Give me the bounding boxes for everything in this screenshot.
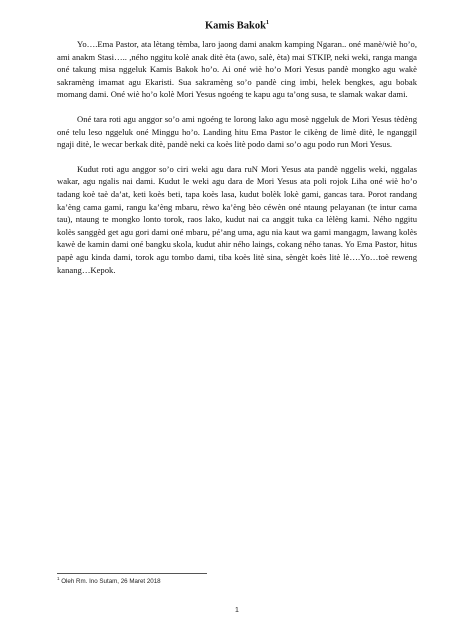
document-title: Kamis Bakok (205, 20, 266, 32)
footnote (57, 576, 161, 585)
paragraph-3: Kudut roti agu anggor so’o ciri weki agu dara ruN Mori Yesus ata pandè nggelis weki, nggalas wakar, agu ngalis nai dami. Kudut le weki agu dara de Mori Yesus ata poli rojok Liha oné wiè ho’o tadang koè taè da’at, keti koès beti, tapa koès lasa, kudut bolèk lokè gami, gancas tara. Porot randang ka’èng cama gami, rangu ka’èng mbaru, rèwo ka’èng bèo céwèn oné ntaung pelayanan (te intur cama tau), ntaung te mongko lonto torok, raos lako, kudut nai ca anggit tuka ca lèlèng kami. Ného nggitu kolès sanggèd get agu gori dami oné mbaru, pé’ang uma, agu nia kaut wa gami mangagm, lawang kolès kawè de kamin dami oné bangku skola, kudut ahir ného laings, cokang ného tanas. Yo Ema Pastor, hitus papè agu kinda dami, torok agu tombo dami, tiba koès litè sina, sèngèt koès litè lè….Yo…toè reweng kanang…Kepok. (57, 163, 417, 275)
footnote-mark: 1 (57, 576, 60, 581)
footnote-divider (57, 573, 207, 574)
page-number: 1 (235, 607, 239, 614)
document-title-block (0, 20, 474, 32)
paragraph-2: Oné tara roti agu anggor so’o ami ngoéng te lorong lako agu mosè nggeluk de Mori Yesus tèdèng oné telu leso nggeluk oné Minggu ho’o. Landing hitu Ema Pastor le cikèng de limè ditè, le nganggil ngaji ditè, le wecar berkak ditè, pandè neki ca koès litè podo dami so’o agu podo run Mori Yesus. (57, 113, 417, 150)
paragraph-1: Yo….Ema Pastor, ata lètang tèmba, laro jaong dami anakm kamping Ngaran.. oné manè/wiè ho’o, ami anakm Stasi….. ,ného nggitu kolè anak ditè èta (awo, salè, èta) mai STKIP, neki weki, ranga manga oné takung misa nggeluk Kamis Bakok ho’o. Ai oné wiè ho’o Mori Yesus pandè mongko agu wakè sakramèng imamat agu Ekaristi. Sua sakramèng so’o pandè cing imbi, helek bengkes, agu bobak momang dami. Oné wiè ho’o kolè Mori Yesus ngoéng te kapu agu ta’ong susa, te slamak wakar dami. (57, 39, 417, 100)
document-body (57, 38, 417, 288)
footnote-text: Oleh Rm. Ino Sutam, 26 Maret 2018 (59, 578, 161, 586)
title-footnote-mark: 1 (265, 20, 269, 26)
